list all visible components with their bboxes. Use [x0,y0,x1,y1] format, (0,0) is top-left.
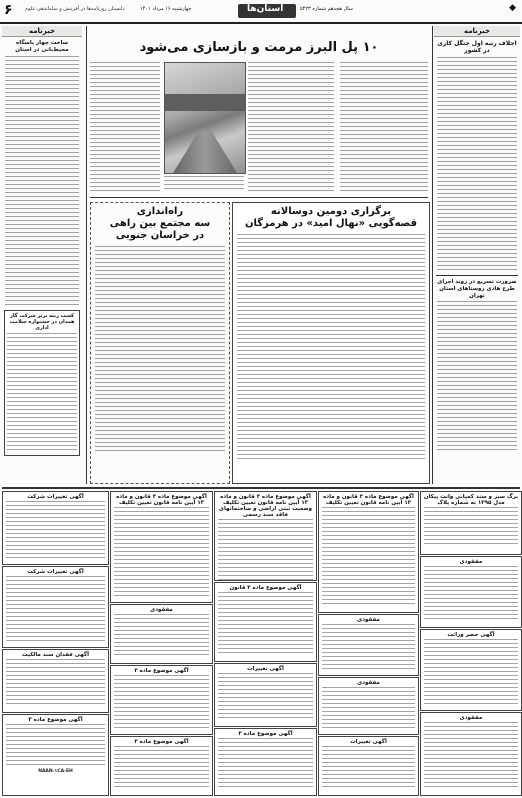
ad-body [322,746,415,790]
ad-title: آگهی موضوع ماده ۳ قانون و ماده ۱۳ آیین نامه قانون تعیین تکلیف وضعیت ثبتی اراضی و ساختمانهای فاقد سند رسمی [218,494,313,518]
ad-body [322,624,415,670]
masthead-issue: سال هجدهم شماره ۵۴۲۳ [300,6,353,12]
lead-body-left [90,62,160,192]
mid-headline-2: قصه‌گویی «نهال امید» در هرمزگان [244,218,418,229]
ad-box [2,649,109,713]
lead-body-right [340,62,428,192]
ad-box [2,491,109,565]
ad-title: آگهی حصر وراثت [447,632,495,638]
ad-title: آگهی موضوع ماده ۳ [134,739,189,745]
ad-box [214,491,317,581]
column-divider [86,26,87,484]
ad-body [114,675,209,729]
ad-title: آگهی تغییرات [350,739,387,745]
mid-story-box [232,202,430,484]
ad-box [420,491,522,555]
ad-body [218,592,313,656]
ad-body [218,673,313,721]
ad-box [318,491,419,613]
ad-body [114,746,209,790]
ad-box [318,736,419,796]
ad-body [424,639,518,705]
ad-title: آگهی فقدان سند مالکیت [22,652,89,658]
masthead-date: چهارشنبه ۱۶ مرداد ۱۴۰۱ [140,6,192,12]
ad-body [322,507,415,607]
ad-title: آگهی تغییرات [247,666,284,672]
ad-box [110,665,213,735]
ad-body [114,614,209,658]
right-story2-title: ضرورت تسریع در روند اجرای طرح هادی روستاهای استان تهران [437,279,517,299]
ad-box [420,629,522,711]
ad-title: آگهی موضوع ماده ۳ قانون و ماده ۱۳ آیین نامه قانون تعیین تکلیف [323,494,414,506]
ad-box [110,736,213,796]
newspaper-brand-icon: ◆ [509,3,516,13]
ad-box [214,663,317,727]
ad-code: NAAN-۱CA-EH [38,769,73,774]
ad-title: مفقودی [357,617,380,623]
left-story-body [95,246,225,451]
ad-title: آگهی تغییرات شرکت [27,494,84,500]
ad-box [318,677,419,735]
divider [436,275,518,276]
ad-body [218,519,313,583]
section-title: استان‌ها [247,4,284,14]
mid-headline-1: برگزاری دومین دوسالانه [270,206,392,217]
ad-title: مفقودی [459,559,483,565]
page-number: ۶ [4,2,13,18]
ad-box [420,556,522,628]
ad-box [2,566,109,648]
divider [90,197,428,198]
right-story1-body [437,57,517,272]
ad-body [6,659,105,707]
ad-box [110,604,213,664]
ad-title: مفقودی [357,680,380,686]
ad-title: آگهی موضوع ماده ۳ [238,731,293,737]
right-story2-body [437,301,517,451]
left-box-body [7,333,77,453]
right-column [434,26,520,484]
lead-photo [164,62,246,174]
ad-title: مفقودی [459,715,483,721]
left-box [4,310,80,456]
ad-title: آگهی موضوع ماده ۳ [134,668,189,674]
lead-headline: ۱۰ پل البرز مرمت و بازسازی می‌شود [139,40,379,55]
ad-body [218,738,313,790]
ad-body [6,724,105,768]
right-column-header: خبرنامه [434,26,520,37]
road-shape [173,131,237,173]
ad-box [214,728,317,796]
ad-title: آگهی موضوع ماده ۳ قانون و ماده ۱۳ آیین نامه قانون تعیین تکلیف [116,494,207,506]
left-headline-1: راه‌اندازی [136,206,184,217]
ad-body [424,507,518,545]
ad-title: آگهی موضوع ماده ۳ [28,717,83,723]
ad-body [424,722,518,790]
photo-caption [164,176,244,192]
ad-body [424,566,518,621]
ads-divider [2,487,520,489]
ad-body [6,501,105,559]
ad-title: برگ سبز و سند کمپانی وانت پیکان مدل ۱۳۹۵ به شماره پلاک [423,494,519,506]
right-story1-title: اجلاف رتبه اول جنگل کاری در کشور [437,40,517,55]
ad-body [114,507,209,597]
ad-body [6,576,105,642]
column-divider [432,26,433,484]
mid-story-body [237,234,425,462]
lead-body-mid [248,62,334,192]
ad-box [214,582,317,662]
left-headline-3: در خراسان جنوبی [115,230,205,241]
ad-box [110,491,213,603]
ad-box [318,614,419,676]
left-story1-title: ساخت چهار پاسگاه محیط‌بانی در استان [15,40,69,53]
left-column [2,26,82,484]
ad-title: آگهی تغییرات شرکت [27,569,84,575]
left-column-header: خبرنامه [2,26,82,37]
ad-body [322,687,415,729]
ad-box [420,712,522,796]
left-headline-2: سه مجتمع بین راهی [109,218,211,229]
ad-title: مفقودی [150,607,173,613]
masthead [0,0,522,24]
left-story1-body [5,56,79,306]
ad-box [2,714,109,796]
left-story-box [90,202,230,484]
masthead-tagline: دلبستان روزنامه‌ها در آفرینش و ساماندهی علوم [25,6,125,12]
left-box-title: کسب رتبه برتر شرکت گاز همدان در جشنواره سلامت اداری [9,313,75,332]
bridge-shape [165,94,245,112]
ad-title: آگهی موضوع ماده ۳ قانون [229,585,302,591]
